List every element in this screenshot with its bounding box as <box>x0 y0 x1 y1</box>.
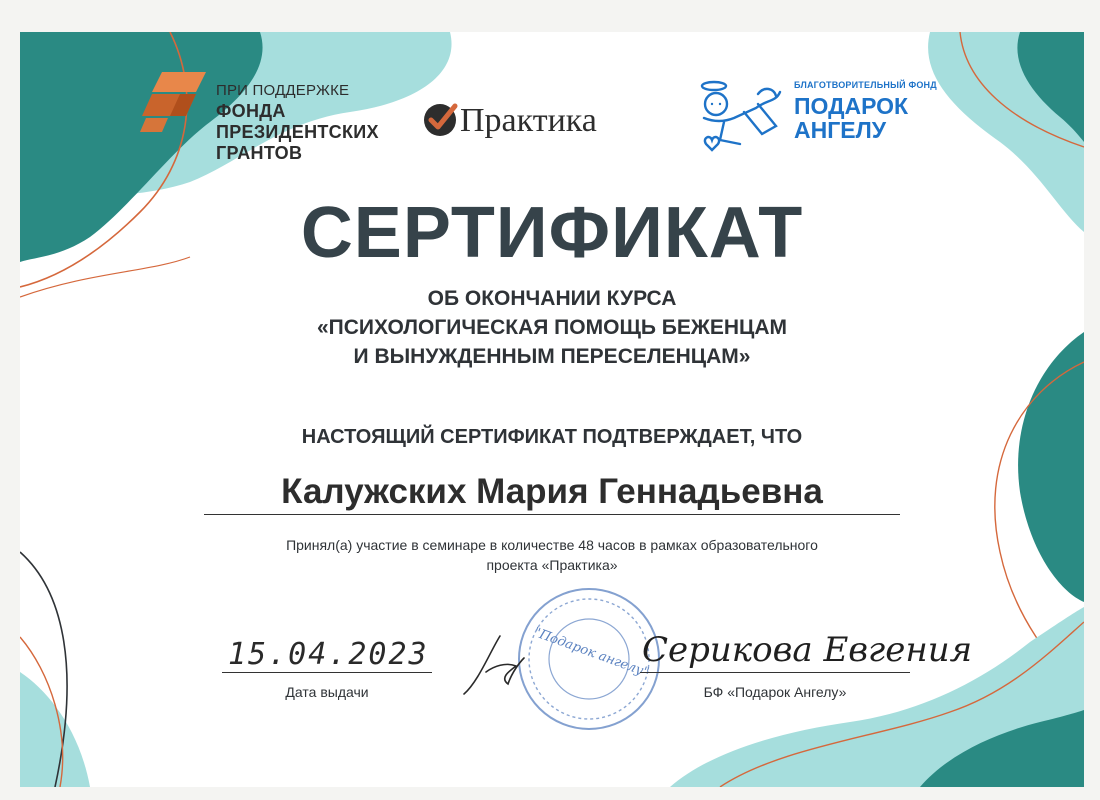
issue-date: 15.04.2023 <box>228 637 429 672</box>
certificate-title: СЕРТИФИКАТ <box>300 193 804 273</box>
initials-signature <box>460 632 530 702</box>
issue-date-label: Дата выдачи <box>285 684 369 700</box>
wave-right-dark <box>1018 332 1084 602</box>
course-line-3: И ВЫНУЖДЕННЫМ ПЕРЕСЕЛЕНЦАМ» <box>353 345 751 368</box>
confirmation-text: НАСТОЯЩИЙ СЕРТИФИКАТ ПОДТВЕРЖДАЕТ, ЧТО <box>301 426 803 448</box>
course-line-1: ОБ ОКОНЧАНИИ КУРСА <box>427 287 677 310</box>
angel-drawing-logo <box>684 78 788 152</box>
angel-foundation-name <box>794 94 908 142</box>
grants-line-2: ПРЕЗИДЕНТСКИХ <box>216 122 379 142</box>
practika-logo-text: Практика <box>460 102 597 139</box>
angel-name-line-1: ПОДАРОК <box>794 93 909 119</box>
grants-line-3: ГРАНТОВ <box>216 143 303 163</box>
participation-note <box>220 535 884 575</box>
recipient-name: Калужских Мария Геннадьевна <box>281 472 823 511</box>
angel-foundation-small-label: БЛАГОТВОРИТЕЛЬНЫЙ ФОНД <box>794 80 937 90</box>
grants-support-label: ПРИ ПОДДЕРЖКЕ <box>216 82 350 99</box>
course-block <box>20 284 1084 371</box>
stamp-center-text: "Подарок ангелу" <box>531 625 651 681</box>
angel-name-line-2: АНГЕЛУ <box>794 117 887 143</box>
issue-date-line <box>222 672 432 673</box>
recipient-underline <box>204 514 900 515</box>
certificate-sheet <box>20 32 1084 787</box>
presidential-grants-logo <box>140 72 212 134</box>
grants-line-1: ФОНДА <box>216 101 286 121</box>
signer-label: БФ «Подарок Ангелу» <box>703 684 847 700</box>
signer-signature: Серикова Евгения <box>642 630 973 670</box>
wave-bottom-left-light <box>20 672 90 787</box>
participation-note-line-1: Принял(а) участие в семинаре в количестве 48 часов в рамках образовательного <box>286 537 818 553</box>
signature-line <box>640 672 910 673</box>
course-line-2: «ПСИХОЛОГИЧЕСКАЯ ПОМОЩЬ БЕЖЕНЦАМ <box>316 316 788 339</box>
grants-logo-text <box>216 80 379 164</box>
checkmark-circle-logo <box>422 102 458 138</box>
participation-note-line-2: проекта «Практика» <box>486 557 618 573</box>
